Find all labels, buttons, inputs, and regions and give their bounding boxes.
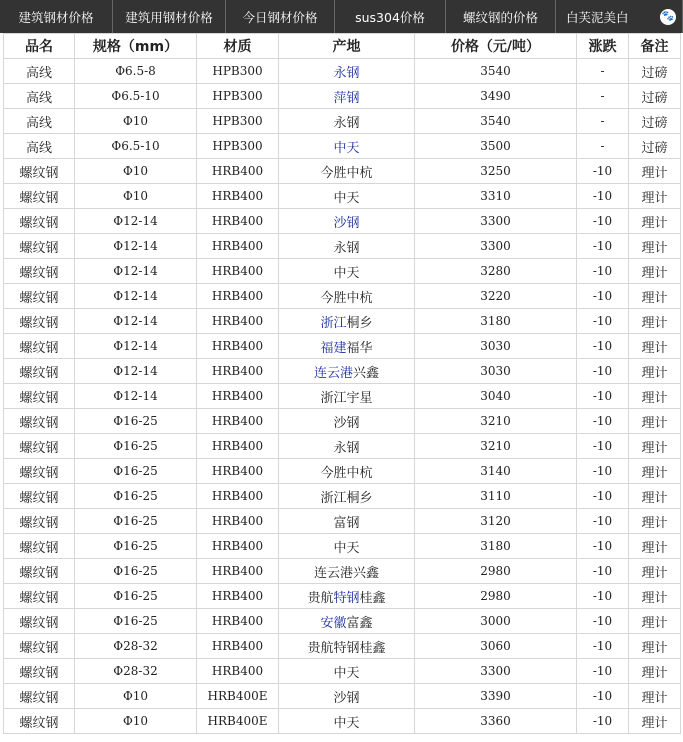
cell-spec: Φ16-25: [75, 559, 197, 584]
table-row: [4, 209, 681, 234]
cell-origin: [279, 184, 415, 209]
table-row: [4, 134, 681, 159]
cell-spec: Φ10: [75, 109, 197, 134]
cell-change: -: [577, 84, 629, 109]
cell-grade: HRB400: [197, 284, 279, 309]
cell-origin: [279, 684, 415, 709]
cell-note: 过磅: [629, 109, 681, 134]
table-row: [4, 584, 681, 609]
cell-note: 理计: [629, 259, 681, 284]
tab-construction-steel-price[interactable]: 建筑用钢材价格: [113, 0, 226, 33]
cell-name: 螺纹钢: [4, 609, 75, 634]
cell-spec: Φ6.5-10: [75, 84, 197, 109]
header-origin: 产地: [279, 34, 415, 59]
cell-grade: HRB400: [197, 209, 279, 234]
cell-price: 3210: [415, 434, 577, 459]
cell-grade: HRB400: [197, 434, 279, 459]
cell-price: 3300: [415, 659, 577, 684]
cell-name: 螺纹钢: [4, 384, 75, 409]
table-row: [4, 409, 681, 434]
cell-price: 3540: [415, 109, 577, 134]
cell-spec: Φ16-25: [75, 609, 197, 634]
origin-link[interactable]: 沙钢: [333, 215, 360, 231]
cell-spec: Φ12-14: [75, 309, 197, 334]
tab-whitening[interactable]: [556, 0, 683, 33]
cell-name: 高线: [4, 59, 75, 84]
cell-name: 螺纹钢: [4, 559, 75, 584]
tab-rebar-price[interactable]: 螺纹钢的价格: [446, 0, 556, 33]
cell-note: 理计: [629, 559, 681, 584]
cell-note: 理计: [629, 534, 681, 559]
table-row: [4, 184, 681, 209]
table-row: [4, 334, 681, 359]
cell-grade: HRB400: [197, 309, 279, 334]
cell-origin: [279, 334, 415, 359]
cell-name: 螺纹钢: [4, 334, 75, 359]
cell-change: -10: [577, 309, 629, 334]
cell-name: 螺纹钢: [4, 509, 75, 534]
header-grade: 材质: [197, 34, 279, 59]
cell-price: 3490: [415, 84, 577, 109]
cell-spec: Φ16-25: [75, 509, 197, 534]
cell-note: 理计: [629, 309, 681, 334]
cell-grade: HPB300: [197, 59, 279, 84]
cell-spec: Φ12-14: [75, 384, 197, 409]
table-row: [4, 309, 681, 334]
table-row: [4, 484, 681, 509]
cell-price: 3180: [415, 534, 577, 559]
cell-origin: [279, 209, 415, 234]
cell-name: 高线: [4, 84, 75, 109]
cell-spec: Φ6.5-10: [75, 134, 197, 159]
paw-icon: 🐾: [660, 9, 676, 25]
cell-name: 螺纹钢: [4, 534, 75, 559]
origin-text: 浙江桐乡: [320, 490, 373, 506]
cell-origin: [279, 309, 415, 334]
origin-link[interactable]: 浙江: [320, 315, 347, 331]
cell-grade: HRB400: [197, 509, 279, 534]
origin-text: 福华: [346, 340, 373, 356]
cell-price: 3120: [415, 509, 577, 534]
origin-text: 沙钢: [333, 415, 360, 431]
cell-origin: [279, 484, 415, 509]
cell-name: 螺纹钢: [4, 434, 75, 459]
cell-origin: [279, 59, 415, 84]
cell-grade: HRB400: [197, 184, 279, 209]
cell-origin: [279, 709, 415, 734]
cell-price: 3060: [415, 634, 577, 659]
cell-change: -10: [577, 634, 629, 659]
cell-spec: Φ16-25: [75, 534, 197, 559]
cell-change: -10: [577, 284, 629, 309]
cell-note: 理计: [629, 159, 681, 184]
cell-spec: Φ16-25: [75, 584, 197, 609]
tab-sus304-price[interactable]: sus304价格: [335, 0, 446, 33]
origin-link[interactable]: 中天: [333, 140, 360, 156]
cell-name: 螺纹钢: [4, 284, 75, 309]
cell-price: 3500: [415, 134, 577, 159]
cell-change: -10: [577, 159, 629, 184]
cell-change: -10: [577, 334, 629, 359]
cell-change: -10: [577, 359, 629, 384]
cell-origin: [279, 584, 415, 609]
tab-today-steel-price[interactable]: 今日钢材价格: [226, 0, 335, 33]
cell-name: 螺纹钢: [4, 459, 75, 484]
origin-link[interactable]: 永钢: [333, 65, 360, 81]
origin-text: 连云港兴鑫: [313, 565, 379, 581]
cell-change: -10: [577, 184, 629, 209]
cell-price: 3110: [415, 484, 577, 509]
cell-spec: Φ10: [75, 184, 197, 209]
cell-grade: HRB400: [197, 259, 279, 284]
cell-price: 3540: [415, 59, 577, 84]
origin-link[interactable]: 福建: [320, 340, 347, 356]
cell-price: 2980: [415, 559, 577, 584]
cell-grade: HRB400E: [197, 684, 279, 709]
cell-spec: Φ12-14: [75, 234, 197, 259]
cell-name: 螺纹钢: [4, 159, 75, 184]
header-note: 备注: [629, 34, 681, 59]
origin-text: 中天: [333, 540, 360, 556]
cell-origin: [279, 284, 415, 309]
origin-text: 中天: [333, 190, 360, 206]
cell-grade: HRB400: [197, 559, 279, 584]
table-row: [4, 59, 681, 84]
cell-origin: [279, 509, 415, 534]
cell-price: 3030: [415, 334, 577, 359]
cell-spec: Φ10: [75, 709, 197, 734]
table-row: [4, 659, 681, 684]
cell-name: 螺纹钢: [4, 409, 75, 434]
cell-grade: HPB300: [197, 84, 279, 109]
cell-origin: [279, 559, 415, 584]
table-row: [4, 159, 681, 184]
cell-note: 理计: [629, 484, 681, 509]
cell-grade: HRB400E: [197, 709, 279, 734]
origin-text: 富钢: [333, 515, 360, 531]
cell-grade: HRB400: [197, 659, 279, 684]
cell-note: 理计: [629, 634, 681, 659]
cell-origin: [279, 234, 415, 259]
cell-note: 理计: [629, 184, 681, 209]
cell-note: 理计: [629, 584, 681, 609]
origin-text: 永钢: [333, 240, 360, 256]
table-row: [4, 559, 681, 584]
cell-name: 螺纹钢: [4, 359, 75, 384]
cell-change: -10: [577, 484, 629, 509]
cell-change: -10: [577, 409, 629, 434]
table-row: [4, 434, 681, 459]
table-row: [4, 509, 681, 534]
cell-note: 理计: [629, 434, 681, 459]
cell-price: 3000: [415, 609, 577, 634]
table-row: [4, 259, 681, 284]
cell-name: 螺纹钢: [4, 659, 75, 684]
cell-name: 螺纹钢: [4, 584, 75, 609]
cell-grade: HRB400: [197, 409, 279, 434]
origin-text: 桂鑫: [359, 590, 386, 606]
header-name: 品名: [4, 34, 75, 59]
tag-tab-bar: [0, 0, 683, 33]
cell-grade: HRB400: [197, 334, 279, 359]
table-row: [4, 234, 681, 259]
cell-name: 螺纹钢: [4, 709, 75, 734]
origin-text: 兴鑫: [353, 365, 380, 381]
header-price: 价格（元/吨）: [415, 34, 577, 59]
cell-note: 过磅: [629, 59, 681, 84]
tab-whitening-label: 白芙泥美白: [566, 9, 629, 25]
cell-spec: Φ16-25: [75, 434, 197, 459]
cell-spec: Φ16-25: [75, 484, 197, 509]
cell-grade: HRB400: [197, 584, 279, 609]
cell-price: 3300: [415, 209, 577, 234]
origin-text: 永钢: [333, 115, 360, 131]
cell-price: 3140: [415, 459, 577, 484]
cell-change: -: [577, 109, 629, 134]
cell-name: 螺纹钢: [4, 234, 75, 259]
cell-note: 理计: [629, 684, 681, 709]
origin-link[interactable]: 连云港: [313, 365, 353, 381]
cell-origin: [279, 359, 415, 384]
origin-text: 今胜中杭: [320, 165, 373, 181]
cell-price: 3300: [415, 234, 577, 259]
cell-change: -10: [577, 684, 629, 709]
table-row: [4, 634, 681, 659]
cell-note: 理计: [629, 209, 681, 234]
origin-text: 中天: [333, 665, 360, 681]
cell-note: 理计: [629, 334, 681, 359]
table-row: [4, 284, 681, 309]
cell-change: -10: [577, 659, 629, 684]
cell-spec: Φ6.5-8: [75, 59, 197, 84]
origin-text: 贵航: [307, 590, 334, 606]
header-change: 涨跌: [577, 34, 629, 59]
cell-name: 高线: [4, 109, 75, 134]
cell-change: -10: [577, 459, 629, 484]
cell-note: 理计: [629, 359, 681, 384]
cell-name: 高线: [4, 134, 75, 159]
cell-change: -10: [577, 709, 629, 734]
cell-origin: [279, 459, 415, 484]
cell-note: 理计: [629, 234, 681, 259]
origin-text: 中天: [333, 715, 360, 731]
origin-text: 浙江宇星: [320, 390, 373, 406]
table-row: [4, 684, 681, 709]
cell-grade: HPB300: [197, 134, 279, 159]
cell-name: 螺纹钢: [4, 684, 75, 709]
cell-name: 螺纹钢: [4, 209, 75, 234]
cell-price: 3310: [415, 184, 577, 209]
origin-text: 沙钢: [333, 690, 360, 706]
cell-change: -: [577, 134, 629, 159]
cell-grade: HPB300: [197, 109, 279, 134]
cell-change: -10: [577, 584, 629, 609]
cell-note: 理计: [629, 384, 681, 409]
cell-name: 螺纹钢: [4, 184, 75, 209]
cell-price: 3220: [415, 284, 577, 309]
cell-name: 螺纹钢: [4, 309, 75, 334]
price-table: [3, 33, 681, 734]
cell-name: 螺纹钢: [4, 259, 75, 284]
table-row: [4, 384, 681, 409]
table-row: [4, 534, 681, 559]
header-spec: 规格（mm）: [75, 34, 197, 59]
table-row: [4, 109, 681, 134]
cell-note: 理计: [629, 459, 681, 484]
cell-origin: [279, 659, 415, 684]
cell-note: 过磅: [629, 84, 681, 109]
cell-price: 3030: [415, 359, 577, 384]
cell-spec: Φ12-14: [75, 334, 197, 359]
origin-text: 中天: [333, 265, 360, 281]
cell-origin: [279, 534, 415, 559]
cell-price: 3360: [415, 709, 577, 734]
cell-spec: Φ28-32: [75, 634, 197, 659]
cell-change: -10: [577, 534, 629, 559]
cell-origin: [279, 159, 415, 184]
cell-note: 理计: [629, 409, 681, 434]
origin-link[interactable]: 特钢: [333, 590, 360, 606]
cell-origin: [279, 259, 415, 284]
cell-note: 理计: [629, 709, 681, 734]
origin-text: 今胜中杭: [320, 290, 373, 306]
cell-grade: HRB400: [197, 159, 279, 184]
table-body: [4, 59, 681, 734]
cell-spec: Φ12-14: [75, 209, 197, 234]
origin-text: 今胜中杭: [320, 465, 373, 481]
cell-name: 螺纹钢: [4, 634, 75, 659]
cell-price: 2980: [415, 584, 577, 609]
cell-change: -10: [577, 259, 629, 284]
table-row: [4, 359, 681, 384]
cell-grade: HRB400: [197, 234, 279, 259]
origin-text: 富鑫: [346, 615, 373, 631]
origin-text: 贵航特钢桂鑫: [307, 640, 386, 656]
cell-price: 3180: [415, 309, 577, 334]
origin-text: 桐乡: [346, 315, 373, 331]
cell-spec: Φ12-14: [75, 259, 197, 284]
cell-change: -10: [577, 609, 629, 634]
cell-note: 理计: [629, 509, 681, 534]
cell-change: -10: [577, 209, 629, 234]
cell-origin: [279, 109, 415, 134]
cell-origin: [279, 609, 415, 634]
cell-note: 过磅: [629, 134, 681, 159]
cell-grade: HRB400: [197, 609, 279, 634]
cell-grade: HRB400: [197, 484, 279, 509]
cell-price: 3280: [415, 259, 577, 284]
table-header-row: [4, 34, 681, 59]
cell-note: 理计: [629, 609, 681, 634]
cell-change: -10: [577, 234, 629, 259]
cell-spec: Φ12-14: [75, 359, 197, 384]
cell-change: -: [577, 59, 629, 84]
cell-price: 3250: [415, 159, 577, 184]
cell-spec: Φ16-25: [75, 459, 197, 484]
cell-change: -10: [577, 434, 629, 459]
origin-text: 永钢: [333, 440, 360, 456]
cell-spec: Φ10: [75, 684, 197, 709]
cell-change: -10: [577, 384, 629, 409]
cell-origin: [279, 434, 415, 459]
cell-grade: HRB400: [197, 359, 279, 384]
cell-price: 3390: [415, 684, 577, 709]
cell-grade: HRB400: [197, 384, 279, 409]
cell-grade: HRB400: [197, 459, 279, 484]
cell-price: 3210: [415, 409, 577, 434]
cell-spec: Φ12-14: [75, 284, 197, 309]
cell-change: -10: [577, 509, 629, 534]
origin-link[interactable]: 萍钢: [333, 90, 360, 106]
cell-price: 3040: [415, 384, 577, 409]
cell-grade: HRB400: [197, 634, 279, 659]
cell-note: 理计: [629, 284, 681, 309]
table-row: [4, 459, 681, 484]
table-row: [4, 609, 681, 634]
cell-spec: Φ10: [75, 159, 197, 184]
cell-origin: [279, 409, 415, 434]
cell-origin: [279, 384, 415, 409]
cell-name: 螺纹钢: [4, 484, 75, 509]
origin-link[interactable]: 安徽: [320, 615, 347, 631]
cell-spec: Φ28-32: [75, 659, 197, 684]
table-row: [4, 84, 681, 109]
cell-origin: [279, 134, 415, 159]
tab-building-steel-price[interactable]: 建筑钢材价格: [0, 0, 113, 33]
cell-origin: [279, 634, 415, 659]
cell-spec: Φ16-25: [75, 409, 197, 434]
cell-origin: [279, 84, 415, 109]
cell-change: -10: [577, 559, 629, 584]
cell-grade: HRB400: [197, 534, 279, 559]
cell-note: 理计: [629, 659, 681, 684]
table-row: [4, 709, 681, 734]
